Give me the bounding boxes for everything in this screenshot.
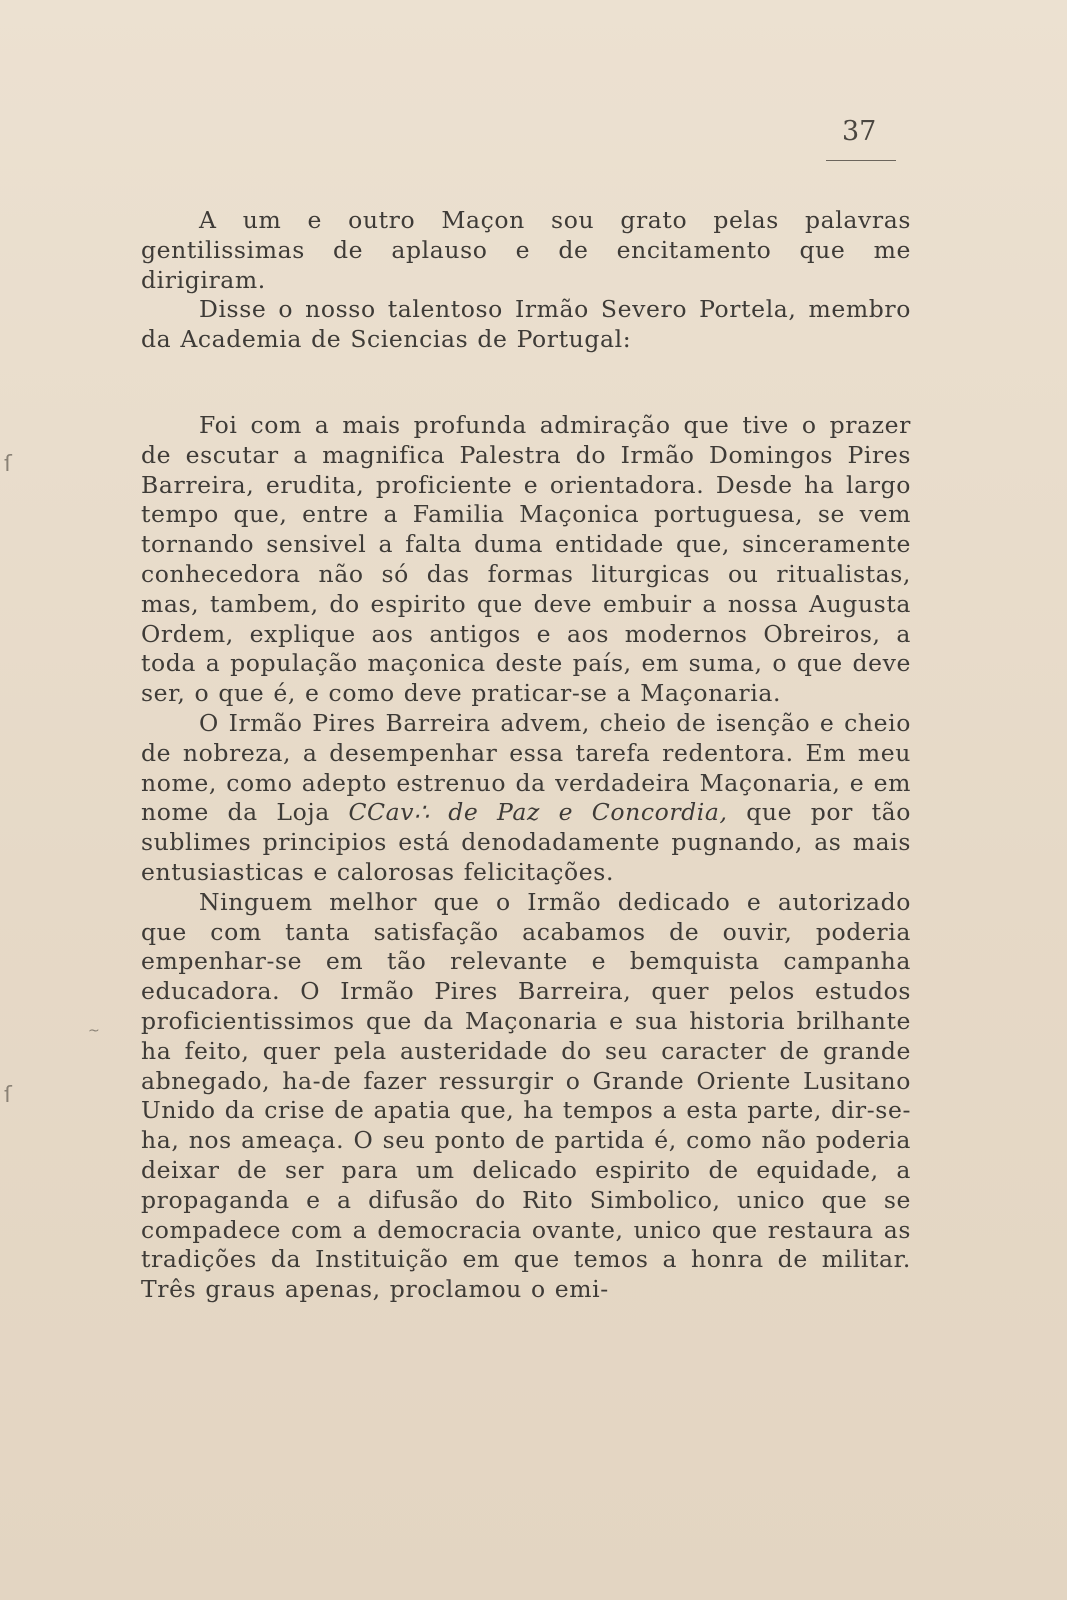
paragraph-intro-1: A um e outro Maçon sou grato pelas palavras gentilissimas de aplauso e de encitamento que me dirigiram. xyxy=(141,206,911,294)
margin-pencil-mark: ſ xyxy=(4,1083,12,1108)
page-number-rule xyxy=(826,160,896,161)
paragraph-speech-3: Ninguem melhor que o Irmão dedicado e autorizado que com tanta satisfação acabamos de ouvir, poderia empenhar-se em tão relevante e bemquista campanha educadora. O Irmão Pires Barreira, quer pelos estudos proficientissimos que da Maçonaria e sua historia brilhante ha feito, quer pela austeridade do seu caracter de grande abnegado, ha-de fazer ressurgir o Grande Oriente Lusitano Unido da crise de apatia que, ha tempos a esta parte, dir-se-ha, nos ameaça. O seu ponto de partida é, como não poderia deixar de ser para um delicado espirito de equidade, a propaganda e a difusão do Rito Simbolico, unico que se compadece com a democracia ovante, unico que restaura as tradições da Instituição em que temos a honra de militar. Três graus apenas, proclamou o emi- xyxy=(141,887,911,1304)
margin-pencil-mark: ~ xyxy=(88,1023,100,1039)
margin-pencil-mark: ſ xyxy=(4,452,12,477)
paragraph-intro-2: Disse o nosso talentoso Irmão Severo Portela, membro da Academia de Sciencias de Portugal: xyxy=(141,295,911,354)
body-text xyxy=(141,206,911,1305)
paragraph-speech-2: O Irmão Pires Barreira advem, cheio de isenção e cheio de nobreza, a desempenhar essa tarefa redentora. Em meu nome, como adepto estrenuo da verdadeira Maçonaria, e em nome da Loja CCav∴ de Paz e Concordia, que por tão sublimes principios está denodadamente pugnando, as mais entusiasticas e calorosas felicitações. xyxy=(141,708,911,886)
page-number: 37 xyxy=(842,116,877,147)
lodge-name: CCav∴ de Paz e Concordia, xyxy=(348,798,728,827)
paragraph-speech-1: Foi com a mais profunda admiração que tive o prazer de escutar a magnifica Palestra do Irmão Domingos Pires Barreira, erudita, proficiente e orientadora. Desde ha largo tempo que, entre a Familia Maçonica portuguesa, se vem tornando sensivel a falta duma entidade que, sinceramente conhecedora não só das formas liturgicas ou ritualistas, mas, tambem, do espirito que deve embuir a nossa Augusta Ordem, explique aos antigos e aos modernos Obreiros, a toda a população maçonica deste país, em suma, o que deve ser, o que é, e como deve praticar-se a Maçonaria. xyxy=(141,410,911,708)
